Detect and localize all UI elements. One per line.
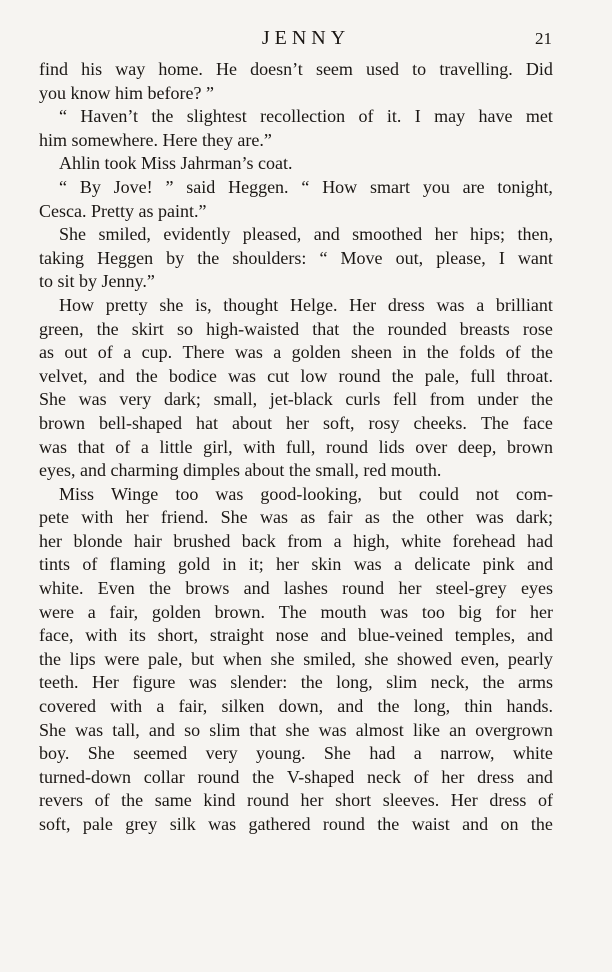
text-line: were a fair, golden brown. The mouth was too big for her	[39, 601, 553, 622]
text-line: She was tall, and so slim that she was almost like an overgrown	[39, 719, 553, 740]
text-line: velvet, and the bodice was cut low round the pale, full throat.	[39, 365, 553, 386]
text-line: him somewhere. Here they are.”	[39, 129, 272, 150]
text-line: taking Heggen by the shoulders: “ Move out, please, I want	[39, 247, 553, 268]
text-line: Cesca. Pretty as paint.”	[39, 200, 207, 221]
text-line: Miss Winge too was good-looking, but could not com-	[59, 483, 553, 504]
text-line: She was very dark; small, jet-black curls fell from under the	[39, 389, 553, 410]
text-line: tints of flaming gold in it; her skin was a delicate pink and	[39, 554, 553, 575]
text-line: the lips were pale, but when she smiled, she showed even, pearly	[39, 648, 553, 669]
text-line: eyes, and charming dimples about the small, red mouth.	[39, 460, 442, 481]
text-line: as out of a cup. There was a golden sheen in the folds of the	[39, 342, 553, 363]
text-line: you know him before? ”	[39, 82, 214, 103]
text-line: face, with its short, straight nose and blue-veined temples, and	[39, 625, 553, 646]
text-line: to sit by Jenny.”	[39, 271, 155, 292]
text-line: brown bell-shaped hat about her soft, rosy cheeks. The face	[39, 412, 553, 433]
text-line: teeth. Her figure was slender: the long, slim neck, the arms	[39, 672, 553, 693]
text-line: “ Haven’t the slightest recollection of it. I may have met	[59, 106, 553, 127]
text-line: covered with a fair, silken down, and the long, thin hands.	[39, 696, 553, 717]
text-line: She smiled, evidently pleased, and smoothed her hips; then,	[59, 224, 553, 245]
text-line: white. Even the brows and lashes round her steel-grey eyes	[39, 578, 553, 599]
text-line: revers of the same kind round her short sleeves. Her dress of	[39, 790, 553, 811]
text-line: How pretty she is, thought Helge. Her dress was a brilliant	[59, 294, 553, 315]
body-text	[39, 58, 553, 837]
text-line: pete with her friend. She was as fair as the other was dark;	[39, 507, 553, 528]
running-head-title: JENNY	[261, 27, 351, 49]
text-line: her blonde hair brushed back from a high, white forehead had	[39, 530, 553, 551]
text-line: soft, pale grey silk was gathered round the waist and on the	[39, 814, 553, 834]
page-number: 21	[535, 29, 552, 48]
text-line: boy. She seemed very young. She had a narrow, white	[39, 743, 553, 764]
text-line: green, the skirt so high-waisted that the rounded breasts rose	[39, 318, 553, 339]
text-line: find his way home. He doesn’t seem used to travelling. Did	[39, 59, 553, 79]
text-line: “ By Jove! ” said Heggen. “ How smart you are tonight,	[59, 176, 553, 197]
running-head	[0, 26, 612, 50]
text-line: turned-down collar round the V-shaped neck of her dress and	[39, 766, 553, 787]
text-line: Ahlin took Miss Jahrman’s coat.	[59, 153, 293, 174]
text-line: was that of a little girl, with full, round lids over deep, brown	[39, 436, 553, 457]
